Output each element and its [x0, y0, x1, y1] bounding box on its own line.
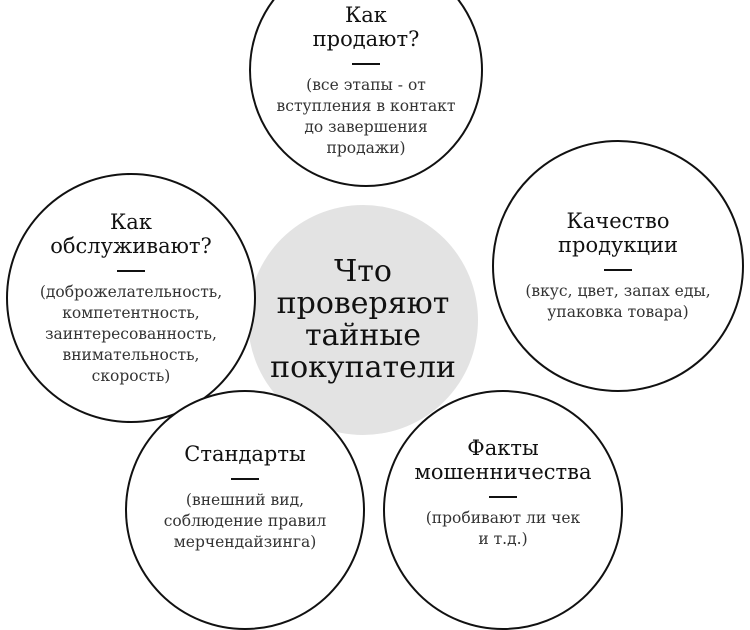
- bubble-standards: [125, 390, 365, 630]
- bubble-standards-dash: [231, 478, 259, 480]
- bubble-how-serve-description: (доброжелательность, компетентность, заинтересованность, внимательность, скорость): [39, 282, 223, 385]
- bubble-standards-title: Стандарты: [184, 441, 306, 466]
- bubble-quality-title: Качество продукции: [558, 209, 678, 257]
- bubble-fraud: [383, 390, 623, 630]
- bubble-fraud-title: Факты мошенничества: [414, 436, 592, 484]
- bubble-quality-dash: [604, 269, 632, 271]
- bubble-how-sell-title: Как продают?: [312, 3, 420, 51]
- bubble-how-sell-description: (все этапы - от вступления в контакт до завершения продажи): [276, 76, 456, 157]
- bubble-how-sell: [249, 0, 483, 187]
- bubble-how-serve-dash: [117, 270, 145, 272]
- bubble-how-serve-title: Как обслуживают?: [50, 209, 212, 258]
- bubble-fraud-description: (пробивают ли чек и т.д.): [425, 509, 581, 548]
- bubble-how-sell-dash: [352, 63, 380, 65]
- bubble-quality-description: (вкус, цвет, запах еды, упаковка товара): [525, 282, 711, 321]
- center-title: Что проверяют тайные покупатели: [270, 254, 456, 385]
- bubble-fraud-dash: [489, 496, 517, 498]
- bubble-quality: [492, 140, 744, 392]
- bubble-standards-description: (внешний вид, соблюдение правил мерчендайзинга): [163, 490, 327, 551]
- bubble-how-serve: [6, 173, 256, 423]
